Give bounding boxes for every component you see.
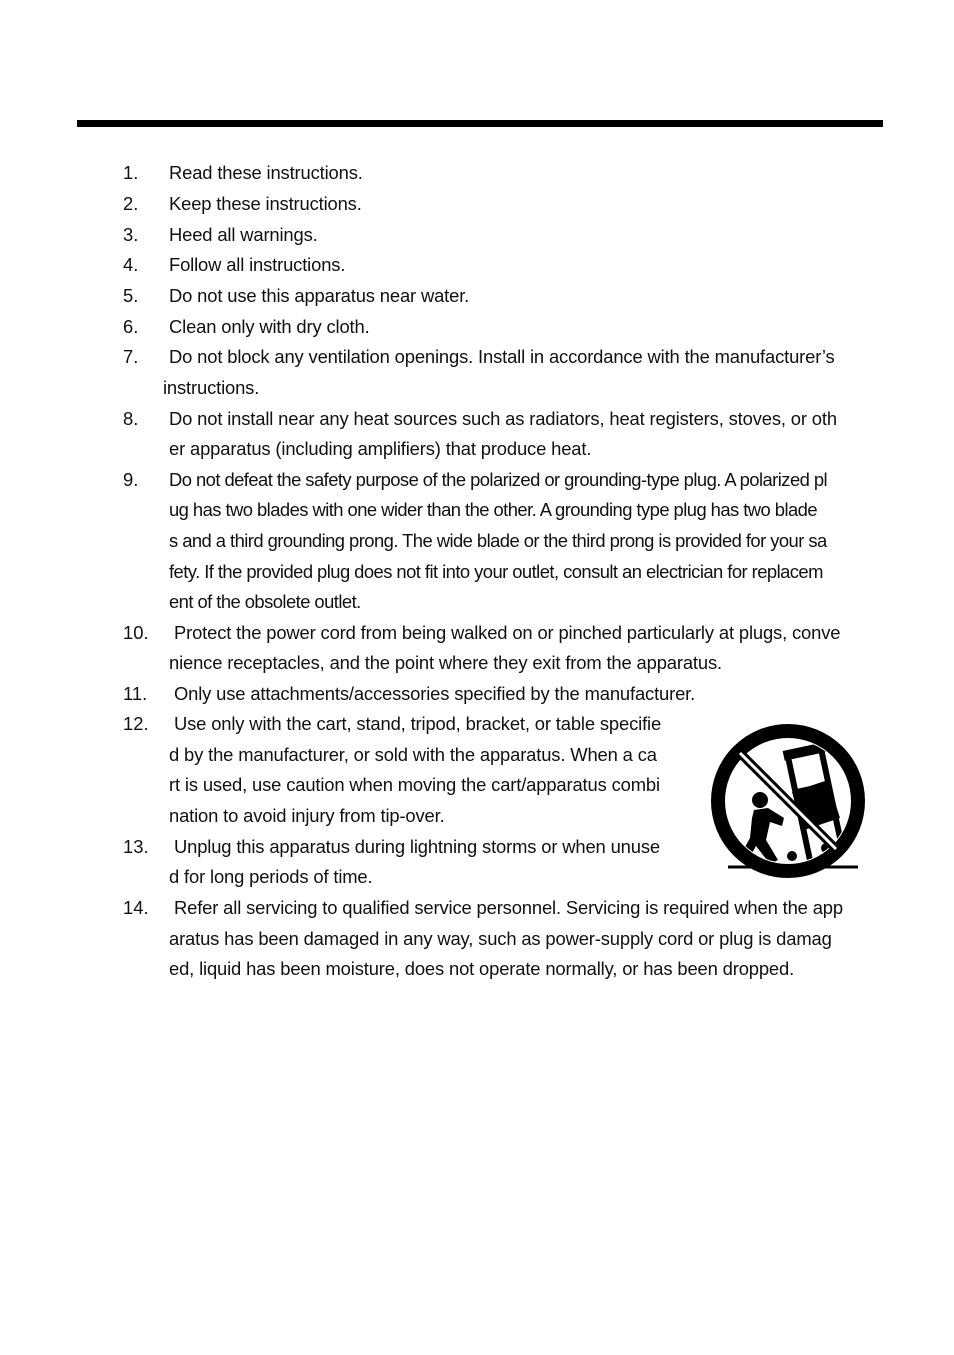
- item-text: Follow all instructions.: [169, 254, 346, 275]
- item-text: ed, liquid has been moisture, does not operate normally, or has been dropped.: [169, 958, 795, 979]
- item-number: 11.: [123, 683, 148, 704]
- item-text: Do not install near any heat sources such as radiators, heat registers, stoves, or oth: [169, 408, 837, 429]
- item-text: Heed all warnings.: [169, 224, 318, 245]
- item-text: Do not block any ventilation openings. Install in accordance with the manufacturer’s: [169, 346, 835, 367]
- item-text: Refer all servicing to qualified service personnel. Servicing is required when the app: [174, 897, 843, 918]
- item-text: aratus has been damaged in any way, such as power-supply cord or plug is damag: [169, 928, 832, 949]
- item-text: ent of the obsolete outlet.: [169, 591, 361, 612]
- item-number: 14.: [123, 897, 149, 918]
- item-number: 2.: [123, 193, 139, 214]
- header-rule: [77, 120, 883, 127]
- item-number: 10.: [123, 622, 149, 643]
- item-text: Do not defeat the safety purpose of the polarized or grounding-type plug. A polarized pl: [169, 469, 828, 490]
- item-number: 7.: [123, 346, 139, 367]
- item-number: 6.: [123, 316, 139, 337]
- item-number: 12.: [123, 713, 149, 734]
- item-text: nation to avoid injury from tip-over.: [169, 805, 445, 826]
- item-text: d for long periods of time.: [169, 866, 373, 887]
- item-text: Use only with the cart, stand, tripod, bracket, or table specifie: [174, 713, 662, 734]
- item-text: s and a third grounding prong. The wide blade or the third prong is provided for your sa: [169, 530, 827, 551]
- item-text: instructions.: [163, 377, 260, 398]
- item-text: d by the manufacturer, or sold with the apparatus. When a ca: [169, 744, 657, 765]
- item-text: Protect the power cord from being walked on or pinched particularly at plugs, conve: [174, 622, 841, 643]
- item-number: 9.: [123, 469, 139, 490]
- item-text: rt is used, use caution when moving the cart/apparatus combi: [169, 774, 660, 795]
- item-number: 8.: [123, 408, 139, 429]
- item-text: fety. If the provided plug does not fit into your outlet, consult an electrician for replacem: [169, 561, 823, 582]
- item-number: 4.: [123, 254, 139, 275]
- item-text: Do not use this apparatus near water.: [169, 285, 470, 306]
- item-text: nience receptacles, and the point where they exit from the apparatus.: [169, 652, 722, 673]
- item-number: 1.: [123, 162, 139, 183]
- item-number: 3.: [123, 224, 139, 245]
- item-number: 5.: [123, 285, 139, 306]
- cart-tip-over-warning-icon: [708, 722, 868, 884]
- item-text: ug has two blades with one wider than the other. A grounding type plug has two blade: [169, 499, 818, 520]
- item-text: Read these instructions.: [169, 162, 363, 183]
- item-text: Clean only with dry cloth.: [169, 316, 370, 337]
- item-text: Unplug this apparatus during lightning storms or when unuse: [174, 836, 660, 857]
- item-text: Keep these instructions.: [169, 193, 362, 214]
- item-number: 13.: [123, 836, 149, 857]
- item-text: er apparatus (including amplifiers) that produce heat.: [169, 438, 592, 459]
- item-text: Only use attachments/accessories specified by the manufacturer.: [174, 683, 696, 704]
